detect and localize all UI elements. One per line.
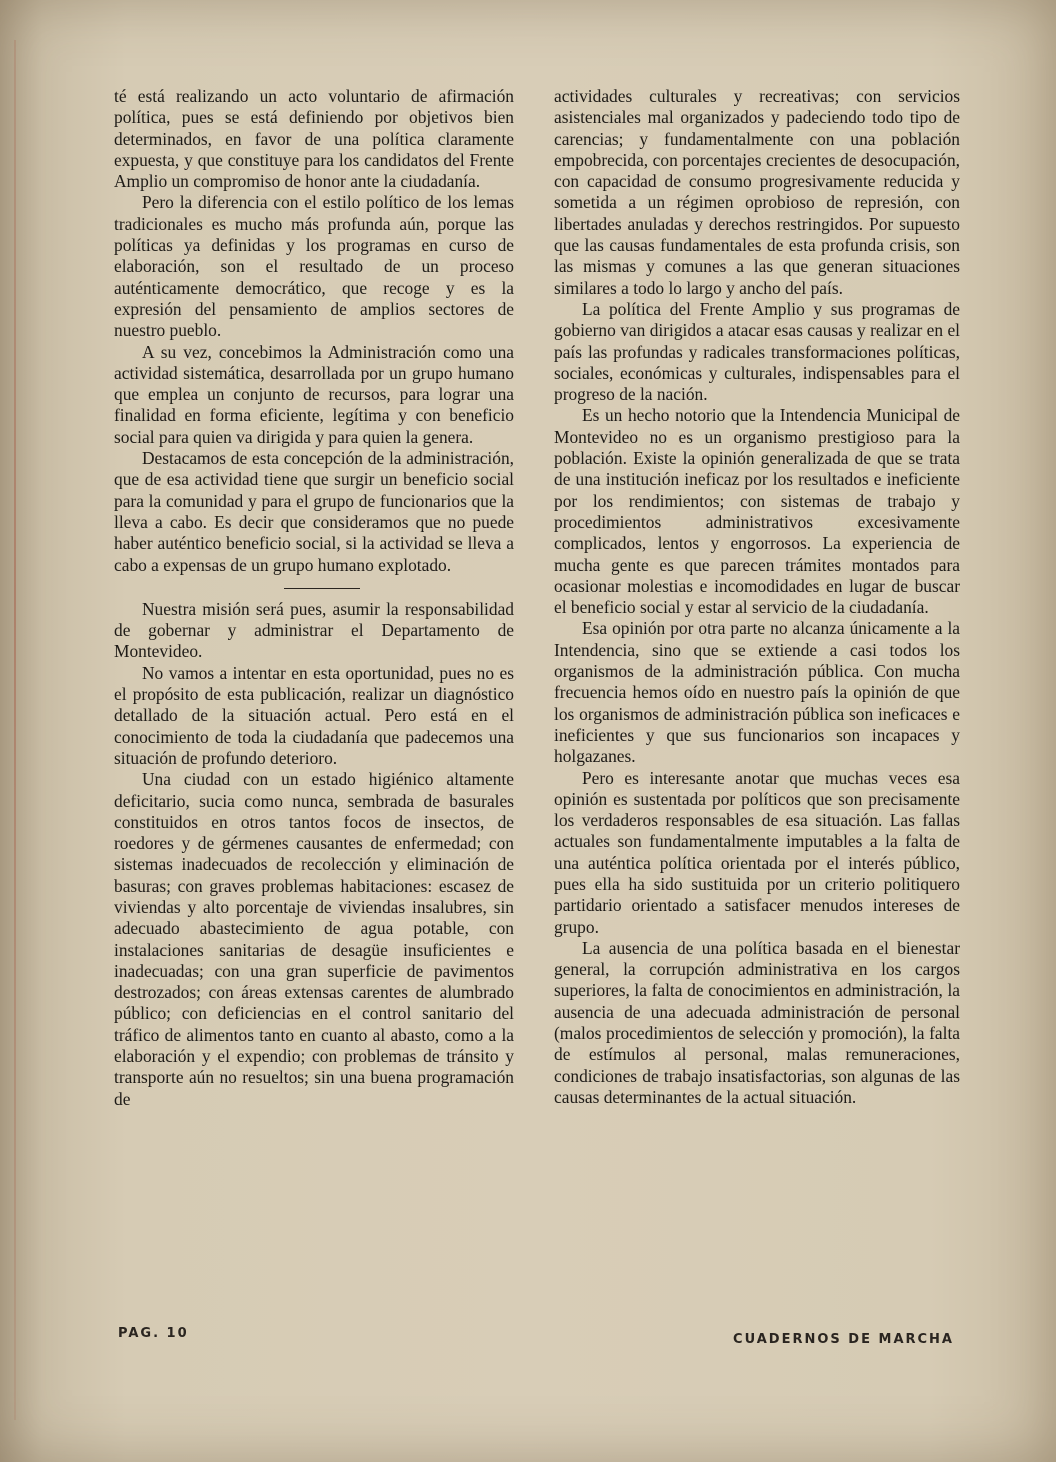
right-column: [554, 86, 960, 1108]
paragraph: Destacamos de esta concepción de la administración, que de esa actividad tiene que surgir un beneficio social para la comunidad y para el grupo de funcionarios que la lleva a cabo. Es decir que consideramos que no puede haber auténtico beneficio social, si la actividad se lleva a cabo a expensas de un grupo humano explotado.: [114, 448, 514, 575]
paragraph: actividades culturales y recreativas; con servicios asistenciales mal organizados y padeciendo todo tipo de carencias; y fundamentalmente con una población empobrecida, con porcentajes crecientes de desocupación, con capacidad de consumo progresivamente reducida y sometida a un régimen oprobioso de represión, con libertades anuladas y derechos restringidos. Por supuesto que las causas fundamentales de esta profunda crisis, son las mismas y comunes a las que generan situaciones similares a todo lo largo y ancho del país.: [554, 86, 960, 298]
section-divider: [284, 588, 360, 589]
paragraph: La política del Frente Amplio y sus programas de gobierno van dirigidos a atacar esas causas y realizar en el país las profundas y radicales transformaciones políticas, sociales, económicas y culturales, indispensables para el progreso de la nación.: [554, 298, 960, 405]
paragraph: Esa opinión por otra parte no alcanza únicamente a la Intendencia, sino que se extiende a casi todos los organismos de la administración pública. Con mucha frecuencia hemos oído en nuestro país la opinión de que los organismos de administración pública son ineficaces e ineficientes y que sus funcionarios son incapaces y holgazanes.: [554, 618, 960, 767]
paragraph: Nuestra misión será pues, asumir la responsabilidad de gobernar y administrar el Departamento de Montevideo.: [114, 598, 514, 662]
binding-edge-mark: [14, 40, 16, 1420]
paragraph: Es un hecho notorio que la Intendencia Municipal de Montevideo no es un organismo prestigioso para la población. Existe la opinión generalizada de que se trata de una institución ineficaz por los resultados e ineficiente por los rendimientos; con sistemas de trabajo y procedimientos administrativos excesivamente complicados, lentos y engorrosos. La experiencia de mucha gente es que parecen trámites montados para ocasionar molestias e incomodidades en lugar de buscar el beneficio social y estar al servicio de la ciudadanía.: [554, 405, 960, 618]
paragraph: Pero es interesante anotar que muchas veces esa opinión es sustentada por políticos que son precisamente los verdaderos responsables de esa situación. Las fallas actuales son fundamentalmente imputables a la falta de una auténtica política orientada por el interés público, pues ella ha sido sustituida por un criterio politiquero partidario orientado a satisfacer menudos intereses de grupo.: [554, 767, 960, 937]
paragraph: Pero la diferencia con el estilo político de los lemas tradicionales es mucho más profunda aún, porque las políticas ya definidas y los programas en curso de elaboración, son el resultado de un proceso auténticamente democrático, que recoge y es la expresión del pensamiento de amplios sectores de nuestro pueblo.: [114, 192, 514, 341]
paragraph: A su vez, concebimos la Administración como una actividad sistemática, desarrollada por un grupo humano que emplea un conjunto de recursos, para lograr una finalidad en forma eficiente, legítima y con beneficio social para quien va dirigida y para quien la genera.: [114, 341, 514, 447]
publication-name: CUADERNOS DE MARCHA: [733, 1332, 954, 1347]
paragraph: té está realizando un acto voluntario de afirmación política, pues se está definiendo por objetivos bien determinados, en favor de una política claramente expuesta, y que constituye para los candidatos del Frente Amplio un compromiso de honor ante la ciudadanía.: [114, 86, 514, 192]
paragraph: La ausencia de una política basada en el bienestar general, la corrupción administrativa en los cargos superiores, la falta de conocimientos en administración, la ausencia de una adecuada administración de personal (malos procedimientos de selección y promoción), la falta de estímulos al personal, malas remuneraciones, condiciones de trabajo insatisfactorias, son algunas de las causas determinantes de la actual situación.: [554, 937, 960, 1107]
left-column: [114, 86, 514, 1110]
paragraph: No vamos a intentar en esta oportunidad, pues no es el propósito de esta publicación, realizar un diagnóstico detallado de la situación actual. Pero está en el conocimiento de toda la ciudadanía que padecemos una situación de profundo deterioro.: [114, 662, 514, 768]
page-number: PAG. 10: [118, 1326, 189, 1341]
paragraph: Una ciudad con un estado higiénico altamente deficitario, sucia como nunca, sembrada de basurales constituidos en otros tantos focos de insectos, de roedores y de gérmenes causantes de enfermedad; con sistemas inadecuados de recolección y eliminación de basuras; con graves problemas habitaciones: escasez de viviendas y alto porcentaje de viviendas insalubres, sin adecuado abastecimiento de agua potable, con instalaciones sanitarias de desagüe insuficientes e inadecuadas; con una gran superficie de pavimentos destrozados; con áreas extensas carentes de alumbrado público; con deficiencias en el control sanitario del tráfico de alimentos tanto en cuanto al abasto, como a la elaboración y el expendio; con problemas de tránsito y transporte aún no resueltos; sin una buena programación de: [114, 769, 514, 1109]
